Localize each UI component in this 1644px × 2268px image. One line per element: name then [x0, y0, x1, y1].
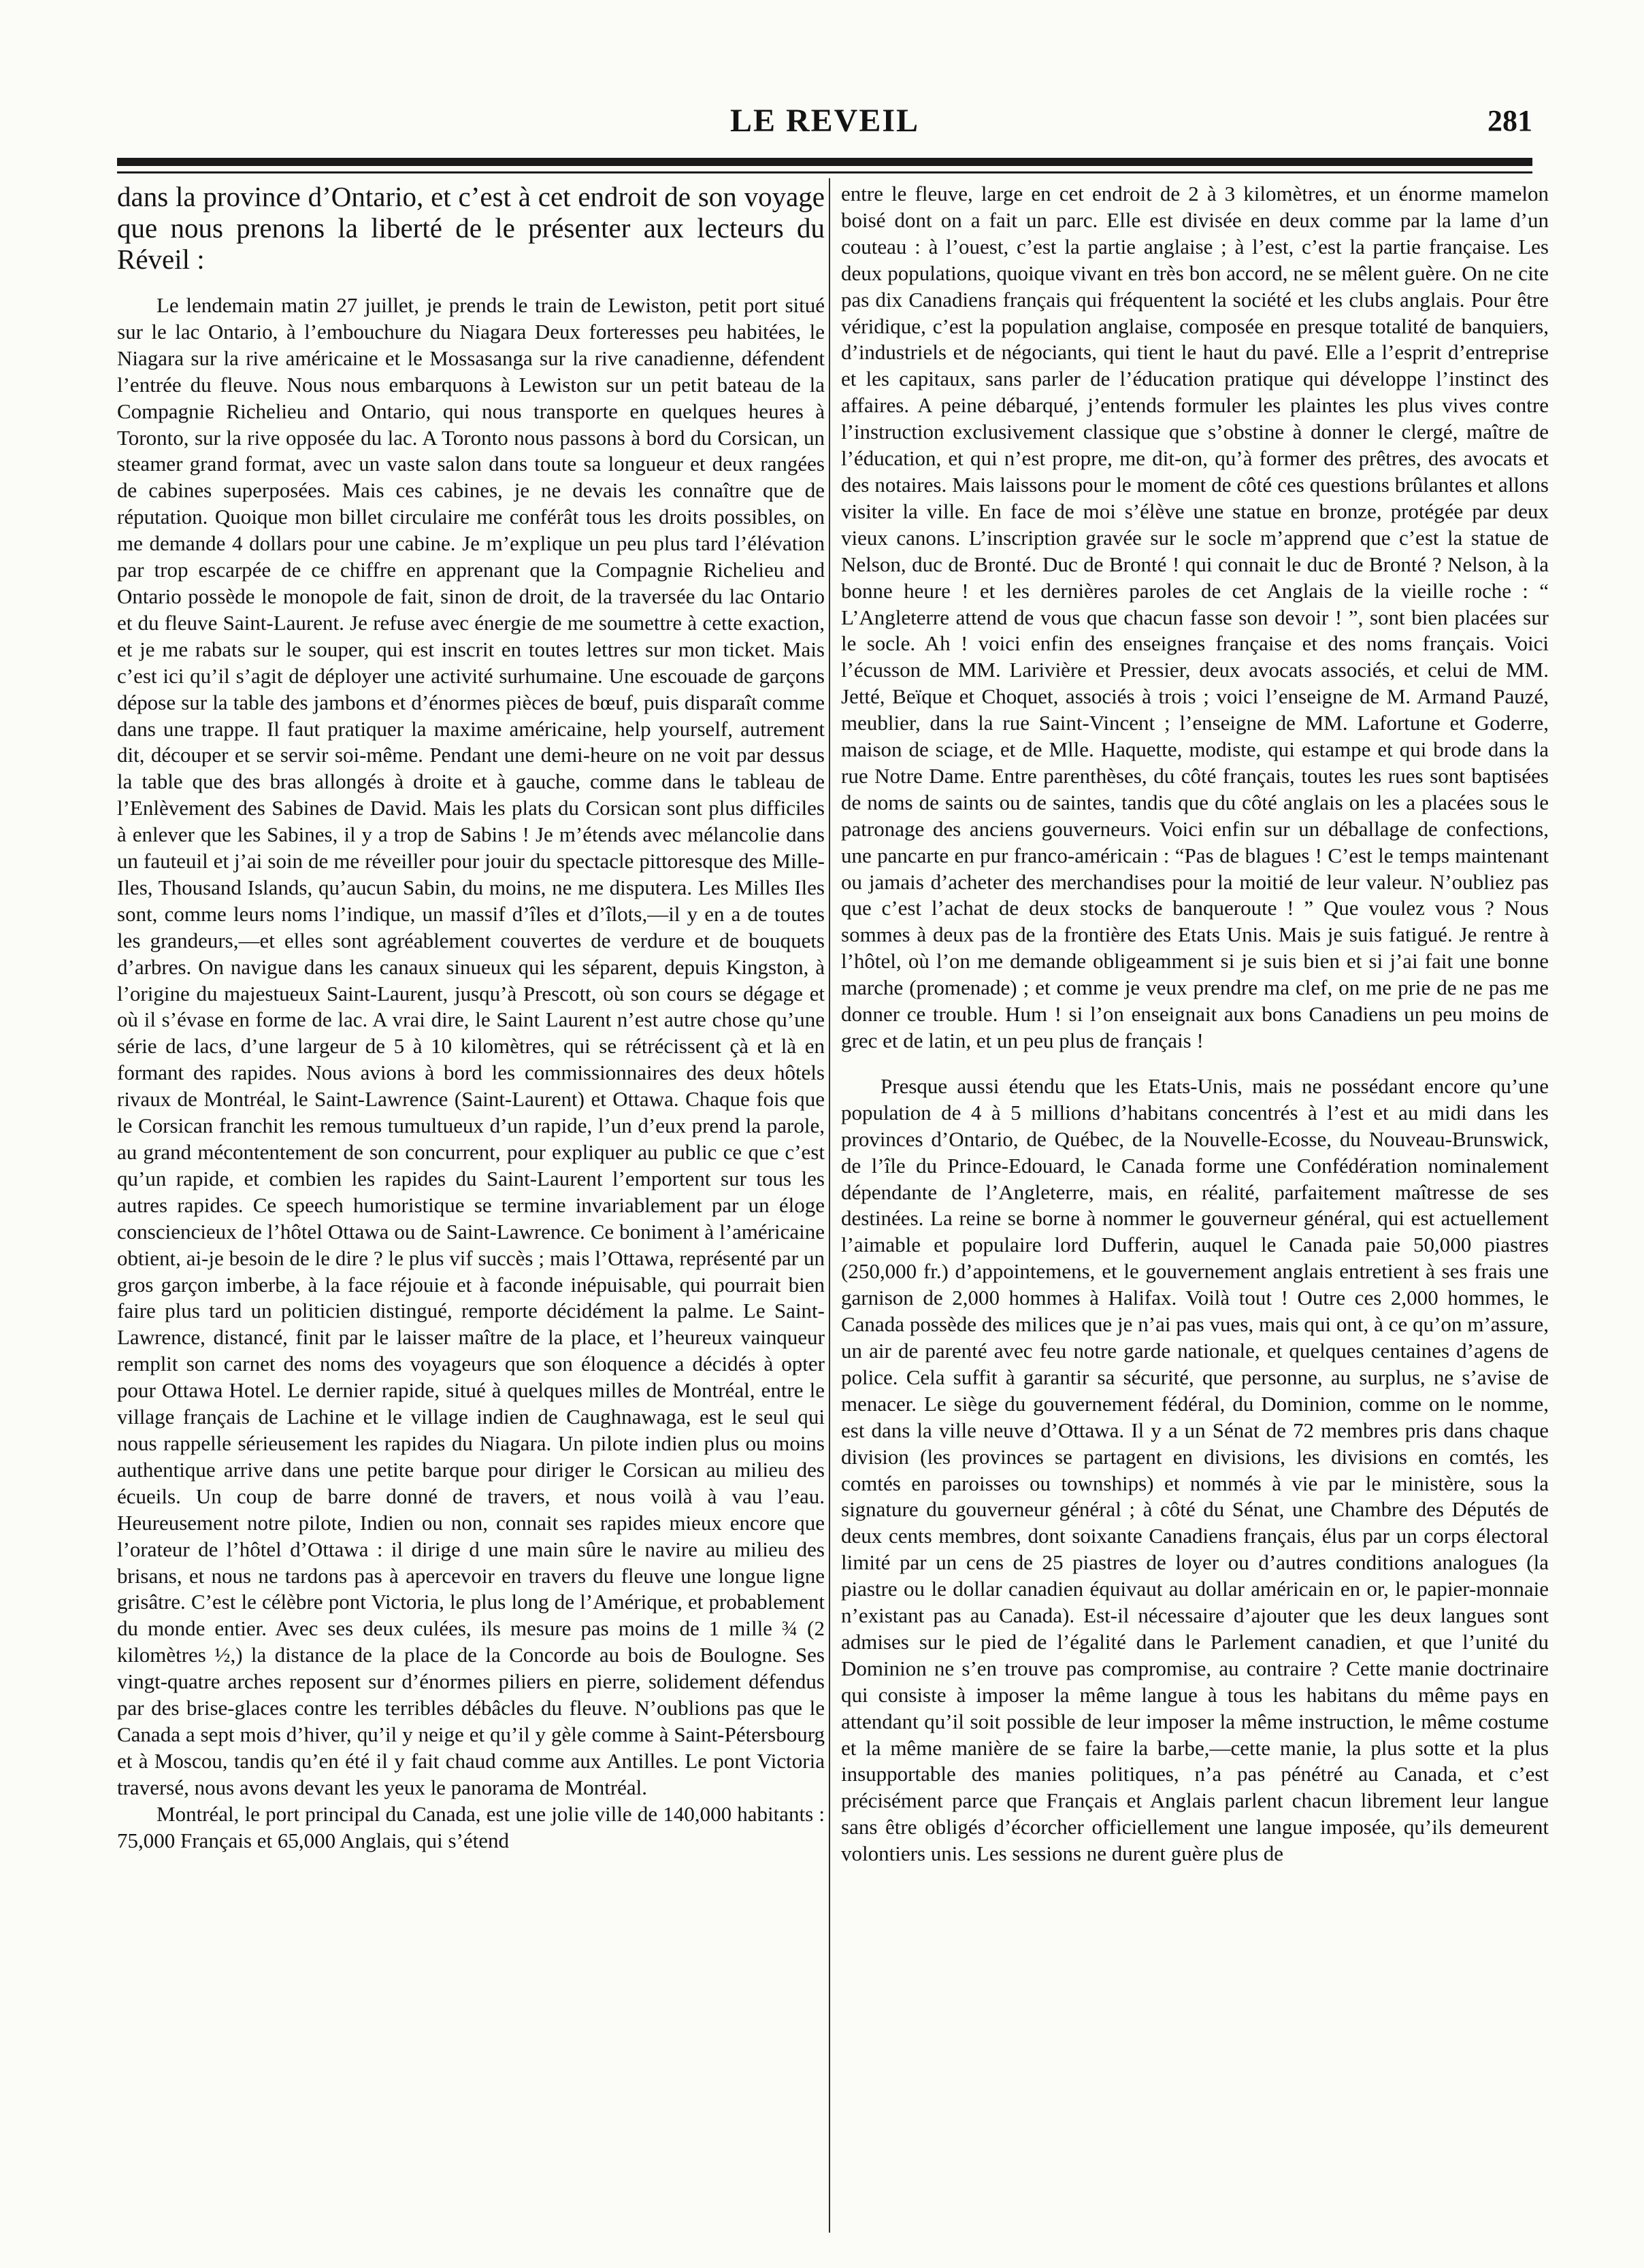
right-column	[841, 181, 1549, 1867]
journal-title: LE REVEIL	[729, 103, 920, 139]
article-paragraph: Presque aussi étendu que les Etats-Unis, mais ne possédant encore qu’une population de 4 à 5 millions d’habitans concentrés à l’est et au midi dans les provinces d’Ontario, de Québec, de la Nouvelle-Ecosse, du Nouveau-Brunswick, de l’île du Prince-Edouard, le Canada forme une Confédération nominalement dépendante de l’Angleterre, mais, en réalité, parfaitement maîtresse de ses destinées. La reine se borne à nommer le gouverneur général, qui est actuellement l’aimable et populaire lord Dufferin, auquel le Canada paie 50,000 piastres (250,000 fr.) d’appointemens, et le gouvernement anglais entretient à ses frais une garnison de 2,000 hommes à Halifax. Voilà tout ! Outre ces 2,000 hommes, le Canada possède des milices que je n’ai pas vues, mais qui ont, à ce qu’on m’assure, un air de parenté avec feu notre garde nationale, et quelques centaines d’agens de police. Cela suffit à garantir sa sécurité, que personne, au surplus, ne s’avise de menacer. Le siège du gouvernement fédéral, du Dominion, comme on le nomme, est dans la ville neuve d’Ottawa. Il y a un Sénat de 72 membres pris dans chaque division (les provinces se partagent en divisions, les divisions en comtés, les comtés en paroisses ou townships) et nommés à vie par le ministère, sous la signature du gouverneur général ; à côté du Sénat, une Chambre des Députés de deux cents membres, dont soixante Canadiens français, élus par un corps électoral limité par un cens de 25 piastres de loyer ou d’autres conditions analogues (la piastre ou le dollar canadien équivaut au dollar américain en or, le papier-monnaie n’existant pas au Canada). Est-il nécessaire d’ajouter que les deux langues sont admises sur le pied de l’égalité dans le Parlement canadien, et que l’unité du Dominion ne s’en trouve pas compromise, au contraire ? Cette manie doctrinaire qui consiste à imposer la même langue à tous les habitans du même pays en attendant qu’il soit possible de leur imposer la même instruction, le même costume et la même manière de se faire la barbe,—cette manie, la plus sotte et la plus insupportable des manies politiques, n’a pas pénétré au Canada, et c’est précisément parce que Français et Anglais parlent chacun librement leur langue sans être obligés d’écorcher officiellement une langue imposée, qu’ils demeurent volontiers unis. Les sessions ne durent guère plus de	[841, 1073, 1549, 1866]
left-column	[117, 181, 825, 1854]
column-divider	[829, 178, 830, 2233]
page-header	[117, 102, 1532, 143]
intro-paragraph: dans la province d’Ontario, et c’est à cet endroit de son voyage que nous prenons la liberté de le présenter aux lecteurs du Réveil :	[117, 181, 825, 275]
article-paragraph: Le lendemain matin 27 juillet, je prends le train de Lewiston, petit port situé sur le lac Ontario, à l’embouchure du Niagara Deux forteresses peu habitées, le Niagara sur la rive américaine et le Mossasanga sur la rive canadienne, défendent l’entrée du fleuve. Nous nous embarquons à Lewiston sur un petit bateau de la Compagnie Richelieu and Ontario, qui nous transporte en quelques heures à Toronto, sur la rive opposée du lac. A Toronto nous passons à bord du Corsican, un steamer grand format, avec un vaste salon dans toute sa longueur et deux rangées de cabines superposées. Mais ces cabines, je ne devais les connaître que de réputation. Quoique mon billet circulaire me conférât tous les droits possibles, on me demande 4 dollars pour une cabine. Je m’explique un peu plus tard l’élévation par trop escarpée de ce chiffre en apprenant que la Compagnie Richelieu and Ontario possède le monopole de fait, sinon de droit, de la traversée du lac Ontario et du fleuve Saint-Laurent. Je refuse avec énergie de me soumettre à cette exaction, et je me rabats sur le souper, qui est inscrit en toutes lettres sur mon ticket. Mais c’est ici qu’il s’agit de déployer une activité surhumaine. Une escouade de garçons dépose sur la table des jambons et d’énormes pièces de bœuf, puis disparaît comme dans une trappe. Il faut pratiquer la maxime américaine, help yourself, autrement dit, découper et se servir soi-même. Pendant une demi-heure on ne voit par dessus la table que des bras allongés à droite et à gauche, comme dans le tableau de l’Enlèvement des Sabines de David. Mais les plats du Corsican sont plus difficiles à enlever que les Sabines, il y a trop de Sabins ! Je m’étends avec mélancolie dans un fauteuil et j’ai soin de me réveiller pour jouir du spectacle pittoresque des Mille-Iles, Thousand Islands, qu’aucun Sabin, du moins, ne me disputera. Les Milles Iles sont, comme leurs noms l’indique, un massif d’îles et d’îlots,—il y en a de toutes les grandeurs,—et elles sont agréablement couvertes de verdure et de bouquets d’arbres. On navigue dans les canaux sinueux qui les séparent, depuis Kingston, à l’origine du majestueux Saint-Laurent, jusqu’à Prescott, où son cours se dégage et où il s’évase en forme de lac. A vrai dire, le Saint Laurent n’est autre chose qu’une série de lacs, d’une largeur de 5 à 10 kilomètres, qui se rétrécissent çà et là en formant des rapides. Nous avions à bord les commissionnaires des deux hôtels rivaux de Montréal, le Saint-Lawrence (Saint-Laurent) et Ottawa. Chaque fois que le Corsican franchit les remous tumultueux d’un rapide, l’un d’eux prend la parole, au grand mécontentement de son concurrent, pour expliquer au public ce que c’est qu’un rapide, et combien les rapides du Saint-Laurent l’emportent sur tous les autres rapides. Ce speech humoristique se termine invariablement par un éloge consciencieux de l’hôtel Ottawa ou de Saint-Lawrence. Ce boniment à l’américaine obtient, ai-je besoin de le dire ? le plus vif succès ; mais l’Ottawa, représenté par un gros garçon imberbe, à la face réjouie et à faconde inépuisable, qui pourrait bien faire plus tard un politicien distingué, remporte décidément la palme. Le Saint-Lawrence, distancé, finit par le laisser maître de la place, et l’heureux vainqueur remplit son carnet des noms des voyageurs que son éloquence a décidés à opter pour Ottawa Hotel. Le dernier rapide, situé à quelques milles de Montréal, entre le village français de Lachine et le village indien de Caughnawaga, est le seul qui nous rappelle sérieusement les rapides du Niagara. Un pilote indien plus ou moins authentique arrive dans une petite barque pour diriger le Corsican au milieu des écueils. Un coup de barre donné de travers, et nous voilà à vau l’eau. Heureusement notre pilote, Indien ou non, connait ses rapides mieux encore que l’orateur de l’hôtel d’Ottawa : il dirige d une main sûre le navire au milieu des brisans, et nous ne tardons pas à apercevoir en travers du fleuve une longue ligne grisâtre. C’est le célèbre pont Victoria, le plus long de l’Amérique, et probablement du monde entier. Avec ses deux culées, ils mesure pas moins de 1 mille ¾ (2 kilomètres ½,) la distance de la place de la Concorde au bois de Boulogne. Ses vingt-quatre arches reposent sur d’énormes piliers en pierre, solidement défendus par des brise-glaces contre les terribles débâcles du fleuve. N’oublions pas que le Canada a sept mois d’hiver, qu’il y neige et qu’il y gèle comme à Saint-Pétersbourg et à Moscou, tandis qu’en été il y fait chaud comme aux Antilles. Le pont Victoria traversé, nous avons devant les yeux le panorama de Montréal.	[117, 293, 825, 1799]
page-number: 281	[1487, 104, 1532, 137]
article-paragraph: Montréal, le port principal du Canada, est une jolie ville de 140,000 habitants : 75,000 Français et 65,000 Anglais, qui s’étend	[117, 1801, 825, 1852]
article-paragraph: entre le fleuve, large en cet endroit de 2 à 3 kilomètres, et un énorme mamelon boisé dont on a fait un parc. Elle est divisée en deux comme par la lame d’un couteau : à l’ouest, c’est la partie anglaise ; à l’est, c’est la partie française. Les deux populations, quoique vivant en très bon accord, ne se mêlent guère. On ne cite pas dix Canadiens français qui fréquentent la société et les clubs anglais. Pour être véridique, c’est la population anglaise, composée en presque totalité de banquiers, d’industriels et de négociants, qui tient le haut du pavé. Elle a l’esprit d’entreprise et les capitaux, sans parler de l’éducation pratique qui développe l’instinct des affaires. A peine débarqué, j’entends formuler les plaintes les plus vives contre l’instruction exclusivement classique que s’obstine à donner le clergé, maître de l’éducation, et qui n’est propre, me dit-on, qu’à former des prêtres, des avocats et des notaires. Mais laissons pour le moment de côté ces questions brûlantes et allons visiter la ville. En face de moi s’élève une statue en bronze, protégée par deux vieux canons. L’inscription gravée sur le socle m’apprend que c’est la statue de Nelson, duc de Bronté. Duc de Bronté ! qui connait le duc de Bronté ? Nelson, à la bonne heure ! et les dernières paroles de cet Anglais de la vieille roche : “ L’Angleterre attend de vous que chacun fasse son devoir ! ”, sont bien placées sur le socle. Ah ! voici enfin des enseignes française et des noms français. Voici l’écusson de MM. Larivière et Pressier, deux avocats associés, et celui de MM. Jetté, Beïque et Choquet, associés à trois ; voici l’enseigne de M. Armand Pauzé, meublier, dans la rue Saint-Vincent ; l’enseigne de MM. Lafortune et Goderre, maison de sciage, et de Mlle. Haquette, modiste, qui estampe et qui brode dans la rue Notre Dame. Entre parenthèses, du côté français, toutes les rues sont baptisées de noms de saints ou de saintes, tandis que du côté anglais on les a placées sous le patronage des anciens gouverneurs. Voici enfin sur un déballage de confections, une pancarte en pur franco-américain : “Pas de blagues ! C’est le temps maintenant ou jamais d’acheter des merchandises pour la moitié de leur valeur. N’oubliez pas que c’est l’achat de deux stocks de banqueroute ! ” Que voulez vous ? Nous sommes à deux pas de la frontière des Etats Unis. Mais je suis fatigué. Je rentre à l’hôtel, où l’on me demande obligeamment si je suis bien et si j’ai fait une bonne marche (promenade) ; et comme je veux prendre ma clef, on me prie de ne pas me donner ce trouble. Hum ! si l’on enseignait aux bons Canadiens un peu moins de grec et de latin, et un peu plus de français !	[841, 182, 1549, 1052]
header-rule-thick	[117, 158, 1532, 166]
header-rule-thin	[117, 171, 1532, 173]
